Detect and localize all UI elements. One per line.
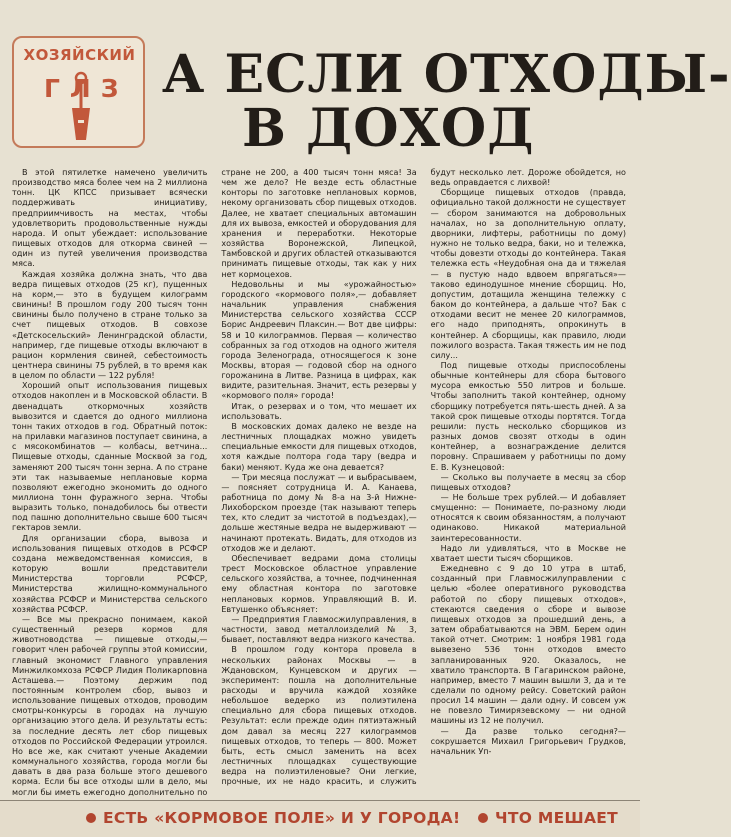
bullet-icon xyxy=(86,813,96,823)
article-paragraph: — Сколько вы получаете в месяц за сбор пищевых отходов? xyxy=(430,472,626,492)
article-paragraph: — Три месяца послужат — и выбрасываем,— поясняет сотрудница И. А. Канаева, работница по дому № 8-а на 3-й Нижне-Лихоборском проезде (так называют теперь тех, кто следит за чистотой в подъездах),— дольше жестяные ведра не выдерживают — начинают протекать. Видать, для отходов из отходов же и делают. xyxy=(221,472,417,553)
article-paragraph: — Предприятия Главмосжилуправления, в частности, завод металлоизделий № 3, бывает, поставляют ведра низкого качества. xyxy=(221,614,417,645)
bullet-icon xyxy=(478,813,488,823)
page-title xyxy=(162,44,731,159)
article-paragraph: — Не больше трех рублей.— И добавляет смущенно: — Понимаете, по-разному люди относятся к своим обязанностям, а получают одинаково. Никакой материальной заинтересованности. xyxy=(430,493,626,543)
article-paragraph: В этой пятилетке намечено увеличить производство мяса более чем на 2 миллиона тонн. ЦК КПСС призывает всячески поддерживать инициативу, предприимчивость на местах, чтобы удовлетворить продовольственные нужды народа. И опыт убеждает: использование пищевых отходов для откорма свиней — один из путей увеличения производства мяса. xyxy=(12,168,208,269)
subheadings-text xyxy=(86,809,618,827)
rubric-logo xyxy=(12,36,145,148)
article-paragraph: Ежедневно с 9 до 10 утра в штаб, созданный при Главмосжилуправлении с целью «более оперативного руководства работой по сбору пищевых отходов», стекаются сведения о сборе и вывозе пищевых отходов за прошедший день, а затем обрабатываются на ЭВМ. Берем один такой отчет. Смотрим: 1 ноября 1981 года вывезено 536 тонн отходов вместо запланированных 920. Оказалось, не хватило транспорта. В Гагаринском районе, например, вместо 7 машин вышли 3, да и те сделали по одному рейсу. Советский район просил 14 машин — дали одну. И совсем уж не повезло Тимирязевскому — ни одной машины из 12 не получил. xyxy=(430,564,626,726)
article-paragraph: — Да разве только сегодня?— сокрушается Михаил Григорьевич Грудков, начальник Уп- xyxy=(430,726,626,756)
article-paragraph: Итак, о резервах и о том, что мешает их использовать. xyxy=(221,401,417,421)
article-paragraph: Под пищевые отходы приспособлены обычные контейнеры для сбора бытового мусора емкостью 550 литров и больше. Чтобы заполнить такой контейнер, одному сборщику потребуется пять-шесть дней. А за такой срок пищевые отходы портятся. Тогда решили: пусть несколько сборщиков из разных домов свозят отходы в один контейнер, а вознаграждение делится поровну. Спрашиваем у работницы по дому Е. В. Кузнецовой: xyxy=(430,360,626,472)
article-paragraph: Сборщице пищевых отходов (правда, официально такой должности не существует — сбором занимаются на добровольных началах, но за дополнительную оплату, дворники, лифтеры, работницы по дому) нужно не только ведра, баки, но и тележка, чтобы довезти отходы до контейнера. Такая тележка есть «Неудобная она да и тяжелая — в пустую надо вдвоем впрягаться»— таково единодушное мнение сборщиц. Но, допустим, дотащила женщина тележку с баком до контейнера, а дальше что? Бак с отходами весит не менее 20 килограммов, его надо приподнять, опрокинуть в контейнер. А сборщицы, как правило, люди пожилого возраста. Такая тяжесть им не под силу... xyxy=(430,188,626,360)
article-paragraph: Надо ли удивляться, что в Москве не хватает шести тысяч сборщиков. xyxy=(430,543,626,563)
rubric-title: ХОЗЯЙСКИЙ xyxy=(23,46,136,64)
article-paragraph: В прошлом году контора провела в нескольких районах Москвы — в Ждановском, Кунцевском и других — эксперимент: пошла на дополнительные расходы и вручила каждой хозяйке небольшое ведерко из полиэтилена специально для сбора пищевых отходов. Результат: если прежде один пятиэтажный дом давал за месяц 227 килограммов пищевых отходов, то теперь — 800. Может быть, есть смысл заменить на всех лестничных площадках существующие ведра на полиэтиленовые? Они легкие, прочные, их не надо красить, и служить будут несколько лет. Дороже обойдется, но ведь оправдается с лихвой! xyxy=(221,168,626,787)
article-paragraph: Недовольны и мы «урожайностью» городского «кормового поля»,— добавляет начальник управления снабжения Министерства сельского хозяйства СССР Борис Андреевич Плаксин.— Вот две цифры: 58 и 10 килограммов. Первая — количество собранных за год отходов на одного жителя города Зеленограда, относящегося к зоне Москвы, вторая — годовой сбор на одного горожанина в Литве. Разница в цифрах, как видите, разительная. Значит, есть резервы у «кормового поля» города! xyxy=(221,279,417,401)
eye-icon xyxy=(69,68,93,142)
headline-line-1: А ЕСЛИ ОТХОДЫ- xyxy=(162,44,731,105)
article-body xyxy=(12,168,626,800)
article-paragraph: В московских домах далеко не везде на лестничных площадках можно увидеть специальные емкости для пищевых отходов, хотя каждые полтора года тару (ведра и баки) меняют. Куда же она девается? xyxy=(221,421,417,472)
article-paragraph: Обеспечивает ведрами дома столицы трест Московское областное управление сельского хозяйства, а точнее, подчиненная ему областная контора по заготовке неплановых кормов. Управляющий В. И. Евтушенко объясняет: xyxy=(221,553,417,614)
rubric-subtitle: ГЛЗ xyxy=(44,74,129,103)
article-paragraph: Каждая хозяйка должна знать, что два ведра пищевых отходов (25 кг), пущенных на корм,— это в будущем килограмм свинины! В прошлом году 200 тысяч тонн свинины было получено в стране только за счет пищевых отходов. В совхозе «Детскосельский» Ленинградской области, например, где пищевые отходы включают в рацион кормления свиней, себестоимость центнера свинины 75 рублей, в то время как в целом по области — 122 рубля! xyxy=(12,269,208,381)
subheading-2: ЧТО МЕШАЕТ xyxy=(495,809,619,827)
article-paragraph: — Все мы прекрасно понимаем, какой существенный резерв кормов для животноводства — пищевые отходы,— говорит член рабочей группы этой комиссии, главный экономист Главного управления Минжилкомхоза РСФСР Лидия Поликарповна Асташева.— Поэтому держим под постоянным контролем сбор, вывоз и использование пищевых отходов, проводим смотры-конкурсы в городах на лучшую организацию этого дела. И результаты есть: за последние десять лет сбор пищевых отходов по Российской Федерации утроился. Но все же, как считают ученые Академии коммунального хозяйства, города могли бы давать в два раза больше этого дешевого корма. Если бы все отходы шли в дело, мы могли бы иметь ежегодно дополнительно по стране не 200, а 400 тысяч тонн мяса! За чем же дело? Не везде есть областные конторы по заготовке неплановых кормов, некому организовать сбор пищевых отходов. Далее, не хватает специальных автомашин для их вывоза, емкостей и оборудования для хранения и переработки. Некоторые хозяйства Воронежской, Липецкой, Тамбовской и других областей отказываются принимать пищевые отходы, так как у них нет кормоцехов. xyxy=(12,168,417,797)
article-paragraph: Для организации сбора, вывоза и использования пищевых отходов в РСФСР создана межведомственная комиссия, в которую вошли представители Министерства торговли РСФСР, Министерства жилищно-коммунального хозяйства РСФСР и Министерства сельского хозяйства РСФСР. xyxy=(12,533,208,614)
subheading-1: ЕСТЬ «КОРМОВОЕ ПОЛЕ» И У ГОРОДА! xyxy=(103,809,461,827)
article-paragraph: Хороший опыт использования пищевых отходов накоплен и в Московской области. В двенадцать откормочных хозяйств вывозится и сдается до одного миллиона тонн таких отходов в год. Обратный поток: на прилавки магазинов поступает свинина, а с мясокомбинатов — колбасы, ветчина... Пищевые отходы, сданные Москвой за год, заменяют 200 тысяч тонн зерна. А по стране эти так называемые неплановые корма позволяют ежегодно экономить до одного миллиона тонн фуражного зерна. Чтобы выразить только, понадобилось бы отвести под пашню дополнительно свыше 600 тысяч гектаров земли. xyxy=(12,381,208,533)
subheadings-strip xyxy=(0,800,640,837)
headline-line-2: В ДОХОД xyxy=(242,98,535,159)
